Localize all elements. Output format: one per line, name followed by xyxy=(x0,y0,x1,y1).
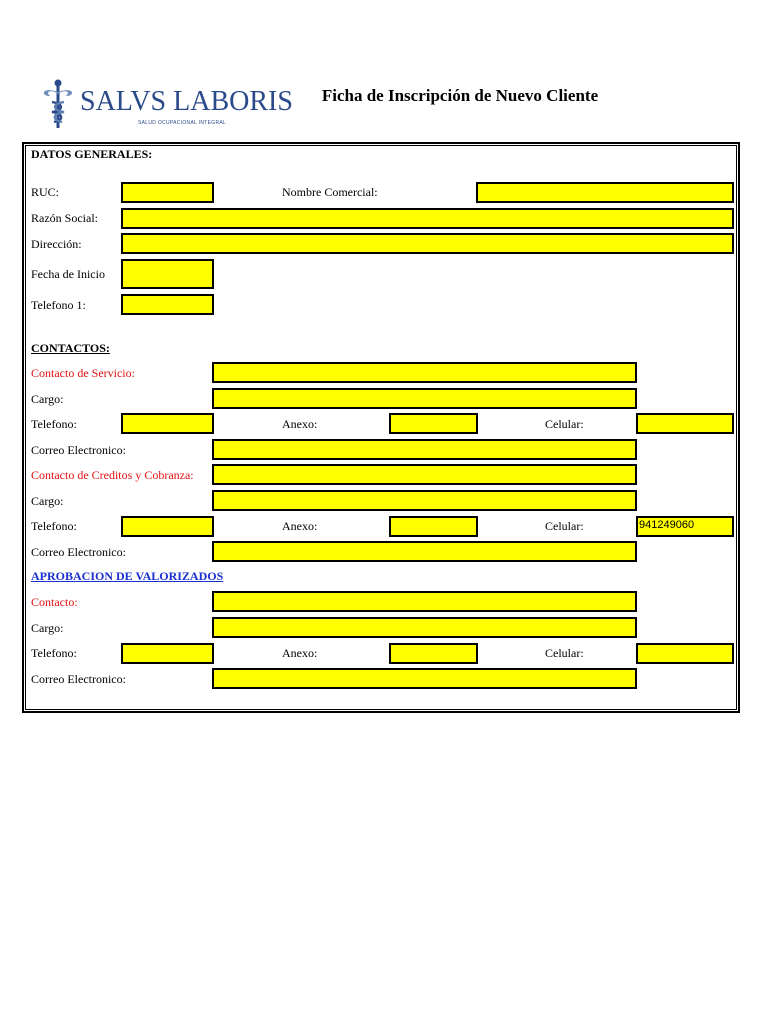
correo-servicio-label: Correo Electronico: xyxy=(31,443,126,457)
correo-aprobacion-field[interactable] xyxy=(212,668,637,689)
direccion-label: Dirección: xyxy=(31,237,82,251)
fecha-inicio-field[interactable] xyxy=(121,259,214,289)
contacto-creditos-field[interactable] xyxy=(212,464,637,485)
correo-servicio-field[interactable] xyxy=(212,439,637,460)
section-aprobacion-valorizados: APROBACION DE VALORIZADOS xyxy=(31,569,224,583)
anexo-servicio-label: Anexo: xyxy=(282,417,318,431)
contacto-creditos-label: Contacto de Creditos y Cobranza: xyxy=(31,468,194,482)
cargo-creditos-field[interactable] xyxy=(212,490,637,511)
contacto-servicio-label: Contacto de Servicio: xyxy=(31,366,135,380)
razon-social-label: Razón Social: xyxy=(31,211,98,225)
correo-aprobacion-label: Correo Electronico: xyxy=(31,672,126,686)
contacto-servicio-field[interactable] xyxy=(212,362,637,383)
logo-tagline: SALUD OCUPACIONAL INTEGRAL xyxy=(138,120,227,126)
celular-creditos-label: Celular: xyxy=(545,519,584,533)
telefono1-label: Telefono 1: xyxy=(31,298,86,312)
nombre-comercial-field[interactable] xyxy=(476,182,734,203)
anexo-creditos-label: Anexo: xyxy=(282,519,318,533)
company-logo xyxy=(38,78,293,132)
ruc-field[interactable] xyxy=(121,182,214,203)
fecha-inicio-label: Fecha de Inicio xyxy=(31,267,105,281)
cargo-aprobacion-field[interactable] xyxy=(212,617,637,638)
nombre-comercial-label: Nombre Comercial: xyxy=(282,185,378,199)
telefono-servicio-label: Telefono: xyxy=(31,417,77,431)
page-title: Ficha de Inscripción de Nuevo Cliente xyxy=(321,86,599,105)
celular-aprobacion-label: Celular: xyxy=(545,646,584,660)
telefono1-field[interactable] xyxy=(121,294,214,315)
cargo-creditos-label: Cargo: xyxy=(31,494,64,508)
correo-creditos-label: Correo Electronico: xyxy=(31,545,126,559)
anexo-aprobacion-field[interactable] xyxy=(389,643,478,664)
telefono-creditos-field[interactable] xyxy=(121,516,214,537)
logo-wordmark: SALVS LABORIS xyxy=(80,86,293,117)
cargo-servicio-label: Cargo: xyxy=(31,392,64,406)
razon-social-field[interactable] xyxy=(121,208,734,229)
direccion-field[interactable] xyxy=(121,233,734,254)
caduceus-logo-icon xyxy=(38,78,78,132)
telefono-aprobacion-label: Telefono: xyxy=(31,646,77,660)
celular-servicio-field[interactable] xyxy=(636,413,734,434)
celular-creditos-field[interactable]: 941249060 xyxy=(636,516,734,537)
telefono-servicio-field[interactable] xyxy=(121,413,214,434)
telefono-creditos-label: Telefono: xyxy=(31,519,77,533)
anexo-creditos-field[interactable] xyxy=(389,516,478,537)
anexo-aprobacion-label: Anexo: xyxy=(282,646,318,660)
anexo-servicio-field[interactable] xyxy=(389,413,478,434)
contacto-aprobacion-field[interactable] xyxy=(212,591,637,612)
correo-creditos-field[interactable] xyxy=(212,541,637,562)
cargo-aprobacion-label: Cargo: xyxy=(31,621,64,635)
section-contactos: CONTACTOS: xyxy=(31,341,110,355)
contacto-aprobacion-label: Contacto: xyxy=(31,595,78,609)
telefono-aprobacion-field[interactable] xyxy=(121,643,214,664)
section-datos-generales: DATOS GENERALES: xyxy=(31,147,153,161)
cargo-servicio-field[interactable] xyxy=(212,388,637,409)
celular-servicio-label: Celular: xyxy=(545,417,584,431)
celular-aprobacion-field[interactable] xyxy=(636,643,734,664)
ruc-label: RUC: xyxy=(31,185,60,199)
